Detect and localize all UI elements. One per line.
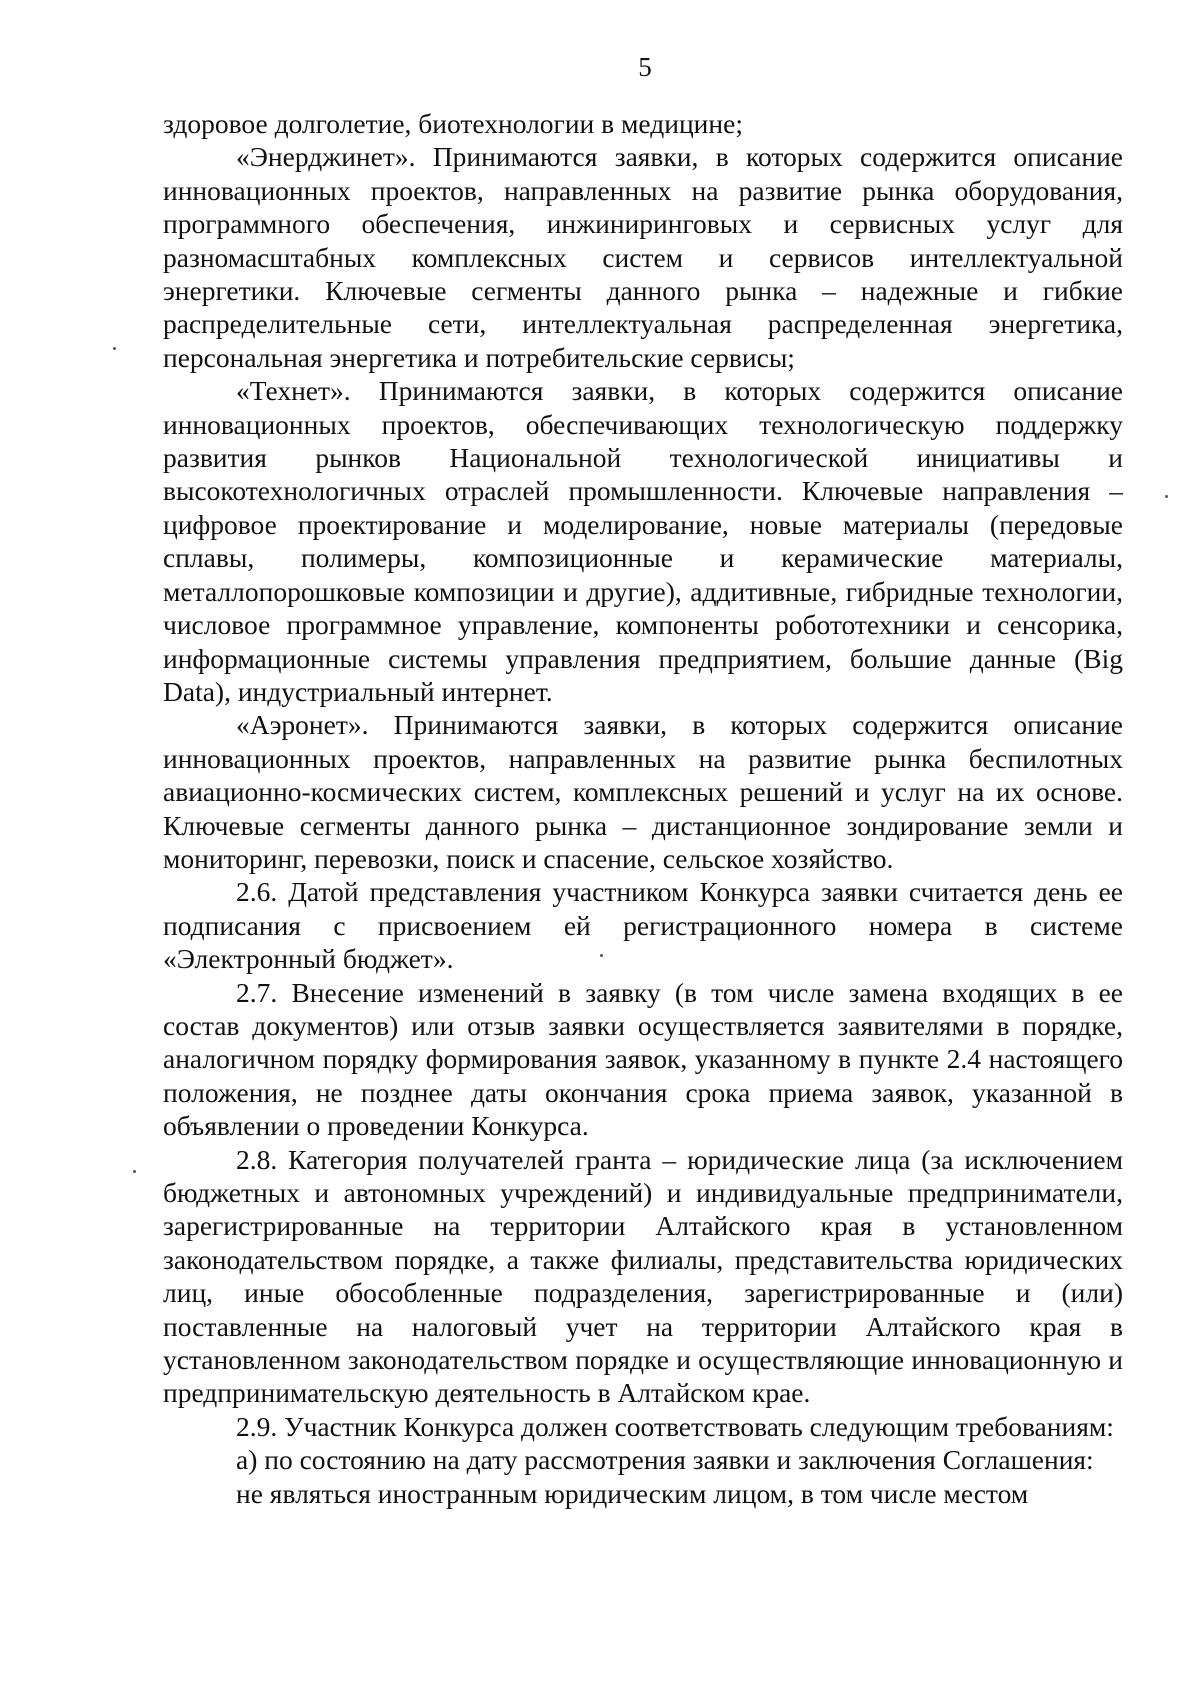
paragraph-continuation: здоровое долголетие, биотехнологии в медицине;: [163, 108, 743, 139]
paragraph-2-8: 2.8. Категория получателей гранта – юридические лица (за исключением бюджетных и автономных учреждений) и индивидуальные предприниматели, зарегистрированные на территории Алтайского края в установленном законодательством порядке, а также филиалы, представительства юридических лиц, иные обособленные подразделения, зарегистрированные и (или) поставленные на налоговый учет на территории Алтайского края в установленном законодательством порядке и осуществляющие инновационную и предпринимательскую деятельность в Алтайском крае.: [163, 1143, 1123, 1409]
paragraph-subitem-a: а) по состоянию на дату рассмотрения заявки и заключения Соглашения:: [236, 1444, 1094, 1476]
document-body: [163, 107, 1123, 1510]
paragraph-requirement-1: не являться иностранным юридическим лицом, в том числе местом: [236, 1477, 1029, 1509]
scan-speck: [133, 1170, 136, 1173]
paragraph-2-7: 2.7. Внесение изменений в заявку (в том числе замена входящих в ее состав документов) или отзыв заявки осуществляется заявителями в порядке, аналогичном порядку формирования заявок, указанному в пункте 2.4 настоящего положения, не позднее даты окончания срока приема заявок, указанной в объявлении о проведении Конкурса.: [163, 976, 1123, 1142]
paragraph-technet: «Технет». Принимаются заявки, в которых содержится описание инновационных проектов, обеспечивающих технологическую поддержку развития рынков Национальной технологической инициативы и высокотехнологичных отраслей промышленности. Ключевые направления – цифровое проектирование и моделирование, новые материалы (передовые сплавы, полимеры, композиционные и керамические материалы, металлопорошковые композиции и другие), аддитивные, гибридные технологии, числовое программное управление, компоненты робототехники и сенсорика, информационные системы управления предприятием, большие данные (Big Data), индустриальный интернет.: [163, 375, 1123, 707]
scan-speck: [113, 347, 116, 350]
paragraph-2-9: 2.9. Участник Конкурса должен соответствовать следующим требованиям:: [236, 1410, 1114, 1442]
scan-speck: [600, 954, 603, 957]
page-number: 5: [638, 52, 652, 82]
paragraph-2-6: 2.6. Датой представления участником Конкурса заявки считается день ее подписания с присвоением ей регистрационного номера в системе «Электронный бюджет».: [163, 876, 1123, 975]
paragraph-aeronet: «Аэронет». Принимаются заявки, в которых содержится описание инновационных проектов, направленных на развитие рынка беспилотных авиационно-космических систем, комплексных решений и услуг на их основе. Ключевые сегменты данного рынка – дистанционное зондирование земли и мониторинг, перевозки, поиск и спасение, сельское хозяйство.: [163, 709, 1123, 874]
scan-speck: [1165, 495, 1168, 498]
paragraph-energynet: «Энерджинет». Принимаются заявки, в которых содержится описание инновационных проектов, направленных на развитие рынка оборудования, программного обеспечения, инжиниринговых и сервисных услуг для разномасштабных комплексных систем и сервисов интеллектуальной энергетики. Ключевые сегменты данного рынка – надежные и гибкие распределительные сети, интеллектуальная распределенная энергетика, персональная энергетика и потребительские сервисы;: [163, 141, 1123, 373]
